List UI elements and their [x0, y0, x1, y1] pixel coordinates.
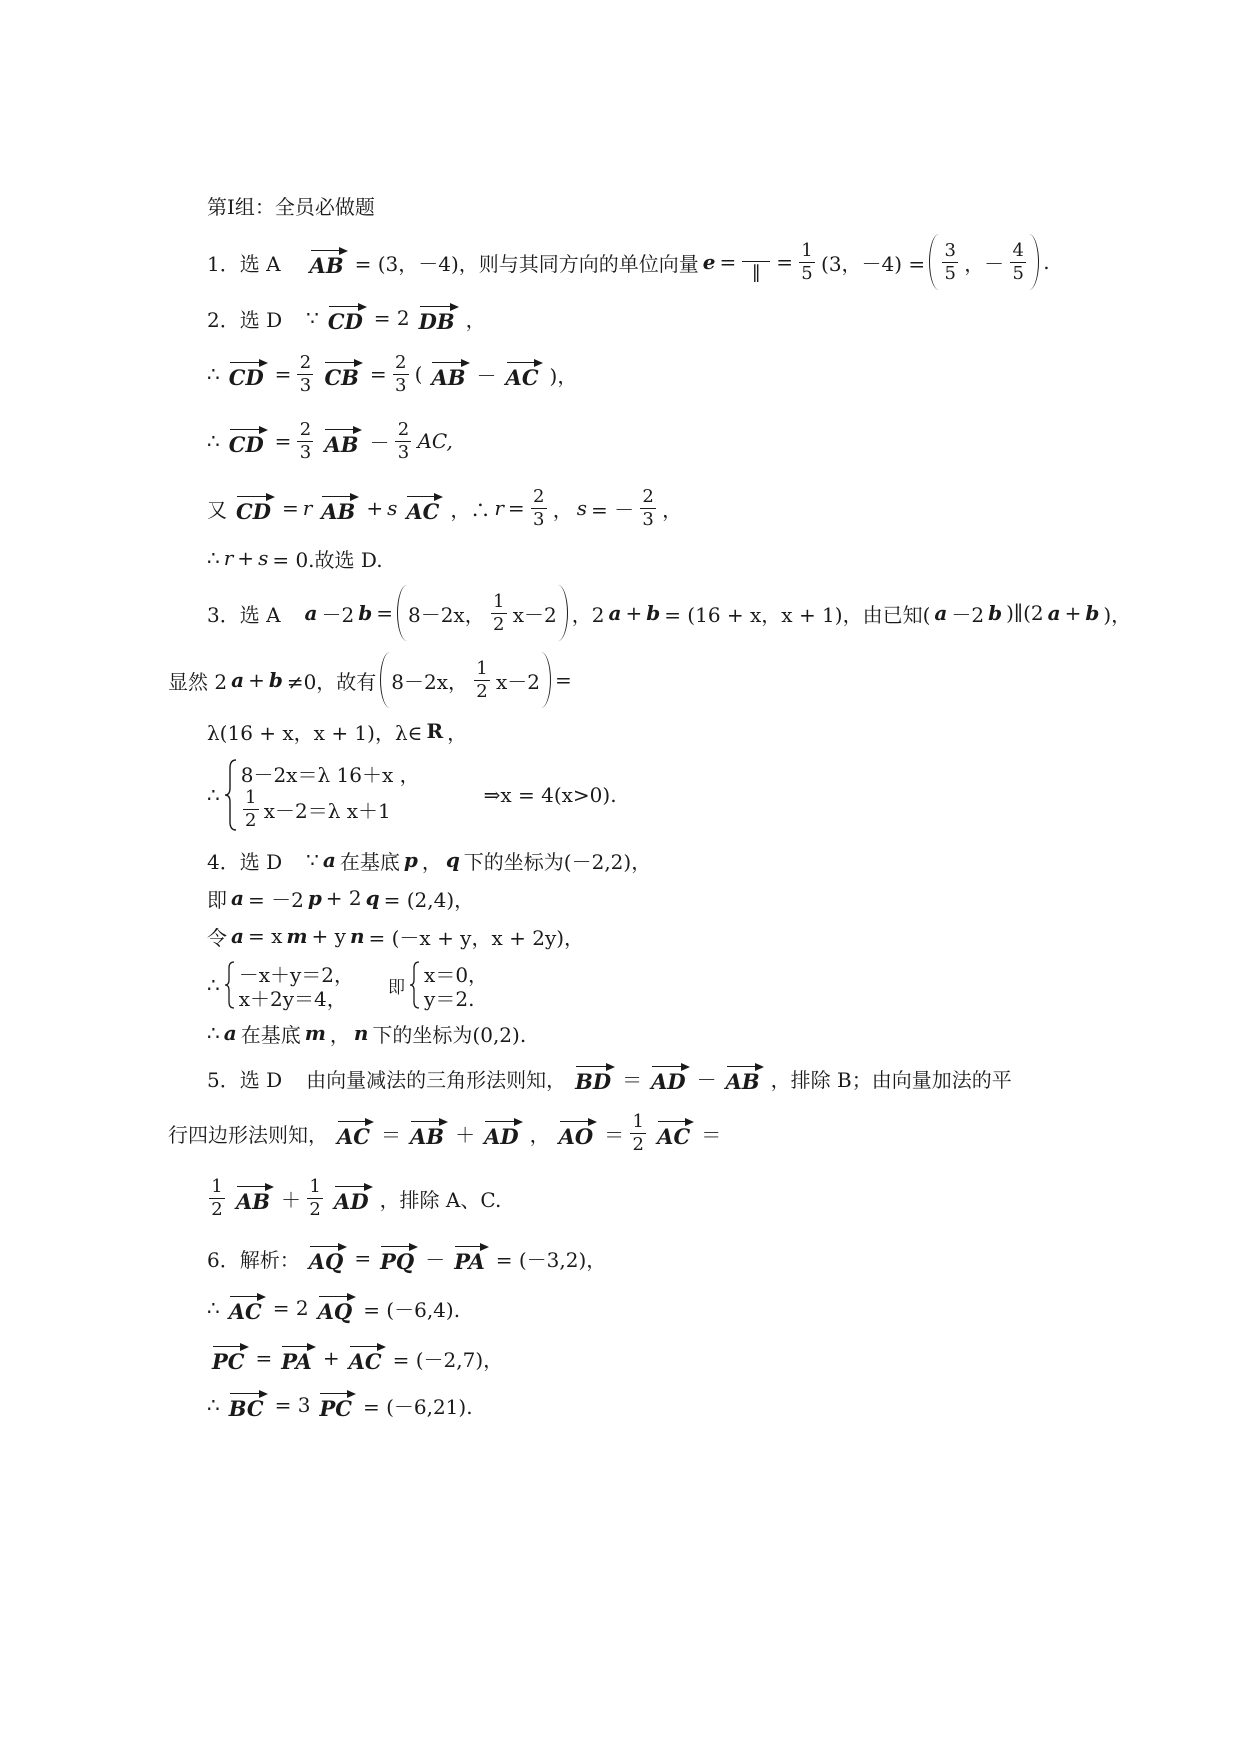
vector: PC [317, 1390, 356, 1421]
fraction-denominator: 3 [642, 508, 654, 530]
fraction [742, 242, 770, 283]
math-text: + 2 [325, 886, 362, 910]
math-text: ，2 [571, 602, 605, 627]
fraction-numerator: 1 [630, 1112, 646, 1134]
variable: r [223, 546, 234, 570]
fraction [531, 487, 547, 530]
q5-answer: 5．选 D [207, 1067, 283, 1092]
math-text: 下的坐标为(0,2). [372, 1022, 527, 1047]
fraction-denominator: 3 [299, 374, 312, 396]
vector-n: n [353, 1021, 369, 1045]
equation-row [239, 961, 354, 985]
fraction [630, 1112, 646, 1155]
vector: AB [322, 426, 362, 457]
vector: DB [417, 303, 459, 334]
math-text: 由向量减法的三角形法则知， [306, 1067, 567, 1092]
math-text: = [376, 601, 393, 625]
variable: s [258, 546, 269, 570]
therefore-symbol: ∴ [207, 1021, 220, 1045]
fraction-numerator: 2 [640, 487, 656, 509]
vector: AC [227, 1293, 266, 1324]
equation-row [241, 759, 420, 787]
math-text: ＋ [281, 1187, 302, 1212]
math-text: 行四边形法则知， [168, 1122, 328, 1147]
math-text: λ(16 + x，x + 1)，λ∈ [207, 720, 423, 745]
vector: PQ [378, 1243, 418, 1274]
math-text: 即 [207, 887, 227, 912]
fraction [393, 353, 409, 396]
math-text: = [255, 1346, 273, 1370]
fraction-denominator: 2 [476, 680, 488, 702]
math-text: ， [447, 720, 468, 745]
math-text: (3，－4) = [821, 251, 926, 276]
math-text: = [719, 250, 737, 274]
vector: PA [452, 1243, 489, 1274]
math-text: ， [421, 849, 442, 874]
math-text: )， [549, 363, 578, 388]
vector-b: b [358, 601, 373, 625]
fraction-denominator: 2 [245, 809, 257, 831]
vector: CD [227, 359, 268, 390]
math-text: = (3，－4)，则与其同方向的单位向量 [354, 251, 699, 276]
math-text: + [248, 668, 265, 692]
vector: AB [234, 1183, 274, 1214]
fraction [1010, 241, 1026, 284]
q5-line-2 [168, 1098, 721, 1168]
vector-p: p [307, 886, 322, 910]
fraction-numerator: 4 [1010, 241, 1026, 263]
fraction-denominator: 2 [309, 1198, 321, 1220]
vector-n: n [349, 924, 365, 948]
fraction-denominator: 3 [299, 441, 312, 463]
q3-answer: 3．选 A [207, 602, 281, 627]
fraction [799, 241, 815, 284]
math-text: 在基底 [240, 1022, 301, 1047]
variable: s [576, 496, 587, 520]
therefore-symbol: ∴ [207, 362, 220, 386]
equation: －x＋y＝2， [238, 962, 355, 987]
math-text: = [274, 362, 292, 386]
math-text: 下的坐标为(－2,2)， [463, 849, 652, 874]
fraction-denominator: 2 [211, 1198, 223, 1220]
fraction-numerator: 2 [531, 487, 547, 509]
fraction-denominator: 3 [394, 374, 407, 396]
fraction-denominator: 5 [801, 262, 813, 284]
fraction-numerator: 1 [209, 1177, 225, 1199]
math-text: 又 [207, 497, 227, 522]
math-text: = (16 + x，x + 1)，由已知( [664, 602, 931, 627]
fraction-numerator: 1 [474, 659, 490, 681]
math-text: AC, [417, 429, 453, 453]
math-text: = 3 [274, 1393, 311, 1417]
vector-q: q [445, 848, 460, 872]
unit-vector-symbol: e [702, 250, 716, 274]
fraction-numerator: 3 [942, 241, 958, 263]
vector: AC [504, 359, 543, 390]
math-text: = 0.故选 D. [272, 547, 383, 572]
fraction-numerator: 2 [395, 420, 411, 442]
vector: AO [557, 1118, 598, 1149]
vector: AB [724, 1063, 764, 1094]
math-text: ，排除 B；由向量加法的平 [770, 1067, 1012, 1092]
vector: AQ [316, 1293, 357, 1324]
fraction-numerator: 1 [307, 1177, 323, 1199]
fraction [297, 353, 313, 396]
math-text: ＝ [604, 1122, 625, 1147]
vector-a: a [608, 601, 622, 625]
q2-line-2 [207, 339, 577, 409]
math-text: = －2 [247, 887, 304, 912]
vector: AC [655, 1118, 694, 1149]
math-text: 即 [388, 977, 406, 998]
vector: BC [227, 1390, 268, 1421]
math-text: － [425, 1247, 446, 1272]
vector-a: a [304, 601, 318, 625]
q3-line-1 [207, 578, 1131, 648]
math-text: －2 [951, 602, 985, 627]
math-text: － [369, 430, 390, 455]
vector: CD [234, 493, 275, 524]
therefore-symbol: ∴ [207, 1393, 220, 1417]
big-parentheses [929, 234, 1039, 290]
vector: PC [210, 1343, 249, 1374]
fraction-numerator: 1 [799, 241, 815, 263]
fraction-numerator: 1 [243, 788, 259, 810]
math-text: + [625, 601, 643, 625]
math-text: ＝ [701, 1122, 722, 1147]
q2-line-3 [207, 406, 453, 476]
equation: y＝2. [424, 986, 475, 1011]
math-text: ， [529, 1122, 550, 1147]
vector-m: m [304, 1021, 326, 1045]
variable: r [494, 496, 504, 520]
math-text: + [366, 496, 384, 520]
math-text: = [369, 362, 387, 386]
equation: x－2＝λ x＋1 [263, 798, 391, 823]
math-text: ， [552, 497, 573, 522]
math-text: = [507, 496, 525, 520]
math-text: ≠0，故有 [286, 669, 377, 694]
vector-a: a [322, 848, 336, 872]
vector-b: b [268, 668, 283, 692]
math-text: = [274, 429, 292, 453]
therefore-symbol: ∴ [207, 783, 220, 807]
math-text: 令 [207, 925, 227, 950]
vector: AD [649, 1063, 690, 1094]
math-text: 显然 2 [168, 669, 228, 694]
math-text: = (－6,21). [362, 1394, 473, 1419]
therefore-symbol: ∴ [207, 546, 220, 570]
math-text: = (－6,4). [363, 1297, 461, 1322]
math-text: = [555, 668, 572, 692]
vector: AB [429, 359, 469, 390]
math-text: = － [590, 497, 635, 522]
math-text: ， [465, 307, 486, 332]
real-numbers-symbol: R [426, 719, 444, 743]
equation-system [224, 758, 420, 832]
vector-a: a [1047, 601, 1061, 625]
math-text: = (－x + y，x + 2y)， [368, 925, 585, 950]
vector: AB [319, 493, 359, 524]
math-text: ， [329, 1022, 350, 1047]
vector-a: a [231, 924, 244, 948]
fraction-numerator: 2 [393, 353, 409, 375]
math-text: － [696, 1067, 717, 1092]
vector: CD [227, 426, 268, 457]
because-symbol: ∵ [306, 848, 319, 872]
fraction-denominator: 3 [532, 508, 545, 530]
q1-answer: 1．选 A [207, 251, 281, 276]
fraction-denominator: ‖ [751, 261, 761, 283]
fraction [209, 1177, 225, 1220]
left-brace [224, 758, 238, 832]
vector-p: p [403, 848, 418, 872]
fraction-numerator: 2 [297, 420, 313, 442]
fraction-denominator: 5 [944, 262, 956, 284]
big-parentheses [397, 585, 568, 641]
equation: x＝0， [424, 962, 489, 987]
fraction [474, 659, 490, 702]
vector-b: b [646, 601, 661, 625]
math-text: )， [1103, 602, 1132, 627]
vector-a: a [223, 1021, 237, 1045]
fraction [307, 1177, 323, 1220]
math-text: + [322, 1346, 340, 1370]
math-text: ＋ [455, 1122, 476, 1147]
math-text: = 2 [373, 306, 410, 330]
math-text: + y [311, 924, 346, 948]
math-text: ( [414, 362, 423, 386]
fraction-denominator: 2 [632, 1133, 644, 1155]
fraction [942, 241, 958, 284]
fraction-numerator: 2 [297, 353, 313, 375]
variable: s [387, 496, 398, 520]
math-text: = x [247, 924, 283, 948]
vector: AD [482, 1118, 523, 1149]
math-text: x－2 [496, 669, 541, 694]
fraction [491, 592, 507, 635]
math-text: ＝ [622, 1067, 643, 1092]
fraction-numerator [742, 242, 770, 262]
therefore-symbol: ∴ [207, 1296, 220, 1320]
vector-a: a [231, 668, 245, 692]
math-text: －2 [321, 602, 355, 627]
math-text: = [354, 1246, 372, 1270]
vector: AB [408, 1118, 448, 1149]
q6-label: 6．解析： [207, 1247, 300, 1272]
vector-a: a [934, 601, 948, 625]
math-text: = [281, 496, 299, 520]
equation: x＋2y＝4， [238, 986, 347, 1011]
vector: AC [404, 493, 443, 524]
math-text: 8－2x， [407, 602, 485, 627]
fraction-denominator: 2 [492, 613, 505, 635]
math-text: ，∴ [450, 497, 491, 522]
fraction-denominator: 5 [1012, 262, 1024, 284]
math-text: x－2 [512, 602, 557, 627]
vector-b: b [1085, 601, 1100, 625]
math-text: = (2,4)， [383, 887, 475, 912]
vector-b: b [988, 601, 1003, 625]
fraction [395, 420, 411, 463]
q6-line-4 [207, 1370, 473, 1440]
because-symbol: ∵ [306, 306, 319, 330]
math-text: ⇒x = 4(x>0). [483, 783, 617, 807]
vector: PA [279, 1343, 316, 1374]
page-title: 第Ⅰ组：全员必做题 [207, 194, 375, 219]
q3-line-4 [207, 755, 617, 835]
fraction-numerator: 1 [491, 592, 507, 614]
therefore-symbol: ∴ [207, 973, 220, 997]
vector: AC [347, 1343, 386, 1374]
equation-rows [241, 759, 420, 831]
vector: AC [335, 1118, 374, 1149]
vector: BD [573, 1063, 615, 1094]
fraction [640, 487, 656, 530]
vector-q: q [365, 886, 380, 910]
math-text: = (－2,7)， [392, 1347, 504, 1372]
fraction [297, 420, 313, 463]
math-text: + [237, 546, 255, 570]
math-text: + [1064, 601, 1082, 625]
math-text: ，－ [964, 251, 1005, 276]
vector-a: a [231, 886, 244, 910]
therefore-symbol: ∴ [207, 429, 220, 453]
q4-answer: 4．选 D [207, 849, 283, 874]
equation: 8－2x＝λ 16＋x ， [240, 762, 420, 787]
math-text: ＝ [381, 1122, 402, 1147]
math-text: )∥(2 [1006, 601, 1044, 625]
vector: AQ [307, 1243, 348, 1274]
math-text: 8－2x， [391, 669, 469, 694]
math-text: － [476, 363, 497, 388]
vector: CB [322, 359, 362, 390]
fraction-denominator: 3 [397, 441, 410, 463]
equation-row [424, 961, 488, 985]
math-text: ，排除 A、C. [379, 1187, 502, 1212]
math-text: ， [662, 497, 683, 522]
math-text: . [1043, 250, 1050, 274]
math-text: = [776, 250, 794, 274]
vector-m: m [286, 924, 308, 948]
math-text: = (－3,2)， [495, 1247, 607, 1272]
q2-answer: 2．选 D [207, 307, 283, 332]
vector: AB [308, 247, 348, 278]
math-text: = 2 [272, 1296, 309, 1320]
math-text: 在基底 [339, 849, 400, 874]
vector: CD [326, 303, 367, 334]
variable: r [302, 496, 313, 520]
vector: AD [332, 1183, 373, 1214]
